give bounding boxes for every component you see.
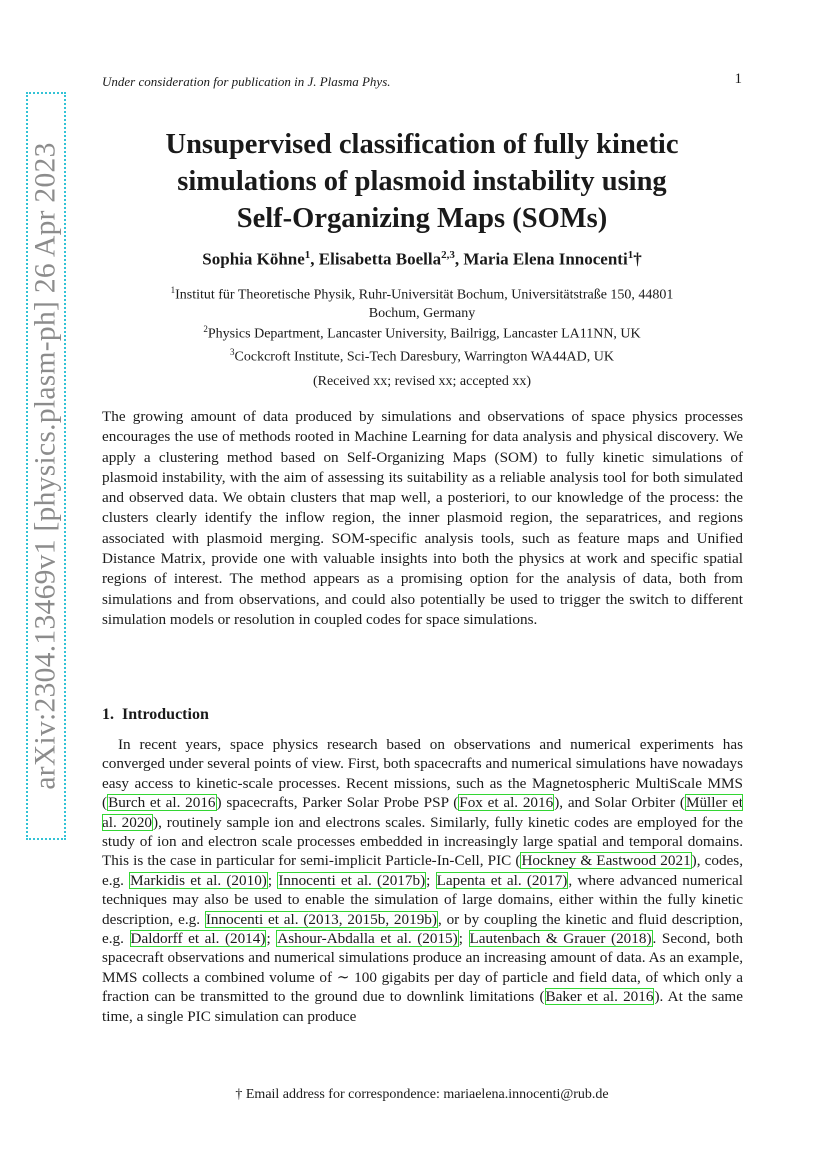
author-separator: , (310, 249, 319, 269)
body-text: ), codes, e.g. (102, 852, 744, 889)
arxiv-identifier-stamp[interactable] (26, 92, 66, 840)
author-affiliation-mark: 1 (304, 249, 311, 261)
affiliation-number: 1 (170, 285, 176, 295)
citation-link[interactable]: Müller et al. 2020 (102, 794, 743, 831)
paper-title (100, 126, 744, 237)
affiliation-number: 3 (230, 347, 235, 357)
author-name: Elisabetta Boella (318, 249, 442, 269)
affiliation-text: Institut für Theoretische Physik, Ruhr-Universität Bochum, Universitätstraße 150, 44801 (175, 287, 674, 303)
affiliation-number: 2 (203, 324, 208, 334)
affiliation-2 (100, 320, 744, 344)
author-list (100, 249, 744, 270)
title-line: Unsupervised classification of fully kinetic (165, 129, 679, 160)
body-text: ) spacecrafts, Parker Solar Probe PSP ( (216, 794, 459, 812)
author-name: Sophia Köhne (202, 249, 305, 269)
citation-link[interactable]: Lapenta et al. (2017) (436, 871, 568, 889)
body-text: ), routinely sample ion and electrons scales. Similarly, fully kinetic codes are employed for the study of ion and electron scale processes embedded in increasingly large spatial and temporal domains. This is the case in particular for semi-implicit Particle-In-Cell, PIC ( (102, 813, 743, 870)
citation-link[interactable]: Ashour-Abdalla et al. (2015) (277, 930, 458, 948)
correspondence-footnote: † Email address for correspondence: mariaelena.innocenti@rub.de (235, 1087, 609, 1102)
affiliation-1 (100, 281, 744, 323)
body-text: ). At the same time, a single PIC simulation can produce (102, 988, 743, 1025)
affiliation-3 (100, 343, 744, 367)
citation-link[interactable]: Burch et al. 2016 (108, 794, 216, 812)
page-number: 1 (734, 71, 742, 87)
body-text: ; (426, 871, 436, 889)
body-text: ), and Solar Orbiter ( (554, 794, 685, 812)
citation-link[interactable]: Baker et al. 2016 (545, 988, 654, 1006)
affiliation-text: Physics Department, Lancaster University, Bailrigg, Lancaster LA11NN, UK (207, 326, 641, 342)
abstract: The growing amount of data produced by simulations and observations of space physics processes encourages the use of methods rooted in Machine Learning for data analysis and physical discovery. We apply a clustering method based on Self-Organizing Maps (SOM) to fully kinetic simulations of plasmoid instability, with the aim of assessing its suitability as a reliable analysis tool for both simulated and observed data. We obtain clusters that map well, a posteriori, to our knowledge of the process: the clusters clearly identify the inflow region, the inner plasmoid region, the separatrices, and regions associated with plasmoid merging. SOM-specific analysis tools, such as feature maps and Unified Distance Matrix, provide one with valuable insights into both the physics at work and specific spatial regions of interest. The method appears as a promising option for the analysis of data, both from simulations and from observations, and could also potentially be used to trigger the switch to different simulation models or resolution in coupled codes for space simulations. (102, 408, 743, 628)
citation-link[interactable]: Innocenti et al. (2013, 2015b, 2019b) (205, 910, 437, 928)
citation-link[interactable]: Hockney & Eastwood 2021 (521, 852, 691, 870)
title-line: Self-Organizing Maps (SOMs) (236, 203, 608, 234)
running-head: Under consideration for publication in J. Plasma Phys. (102, 74, 391, 89)
affiliation-text: Cockcroft Institute, Sci-Tech Daresbury, Warrington WA44AD, UK (234, 349, 614, 365)
title-line: simulations of plasmoid instability using (177, 166, 667, 197)
author-affiliation-mark: 2,3 (441, 249, 455, 261)
received-dates: (Received xx; revised xx; accepted xx) (312, 374, 532, 389)
footnote-mark[interactable]: † (633, 249, 642, 269)
citation-link[interactable]: Lautenbach & Grauer (2018) (469, 930, 652, 948)
body-text: ; (266, 930, 277, 948)
citation-link[interactable]: Fox et al. 2016 (459, 794, 554, 812)
body-text: ; (458, 930, 469, 948)
citation-link[interactable]: Daldorff et al. (2014) (130, 930, 266, 948)
body-text: . Second, both spacecraft observations and numerical simulations produce an increasing amount of data. As an example, MMS collects a combined volume of ∼ 100 gigabits per day of particle and field data, of which only a fraction can be transmitted to the ground due to downlink limitations ( (102, 930, 743, 1006)
introduction-paragraph (102, 735, 743, 1026)
body-text: ; (267, 871, 278, 889)
author-affiliation-mark: 1 (627, 249, 634, 261)
affiliation-text: Bochum, Germany (368, 305, 476, 321)
author-separator: , (454, 249, 464, 269)
citation-link[interactable]: Innocenti et al. (2017b) (278, 871, 426, 889)
section-title: Introduction (122, 706, 209, 723)
body-text: In recent years, space physics research based on observations and numerical experiments has converged under several points of view. First, both spacecrafts and numerical simulations have nowadays easy access to kinetic-scale processes. Recent missions, such as the Magnetospheric MultiScale MMS ( (102, 736, 743, 812)
body-text: , or by coupling the kinetic and fluid description, e.g. (102, 910, 743, 948)
citation-link[interactable]: Markidis et al. (2010) (130, 871, 267, 889)
author-name: Maria Elena Innocenti (463, 249, 628, 269)
section-number: 1. (102, 706, 114, 723)
body-text: , where advanced numerical techniques may also be used to enable the simulation of large domains, either within the fully kinetic description, e.g. (102, 871, 743, 928)
arxiv-identifier-text: arXiv:2304.13469v1 [physics.plasm-ph] 26 Apr 2023 (29, 142, 62, 790)
section-heading (102, 706, 209, 724)
